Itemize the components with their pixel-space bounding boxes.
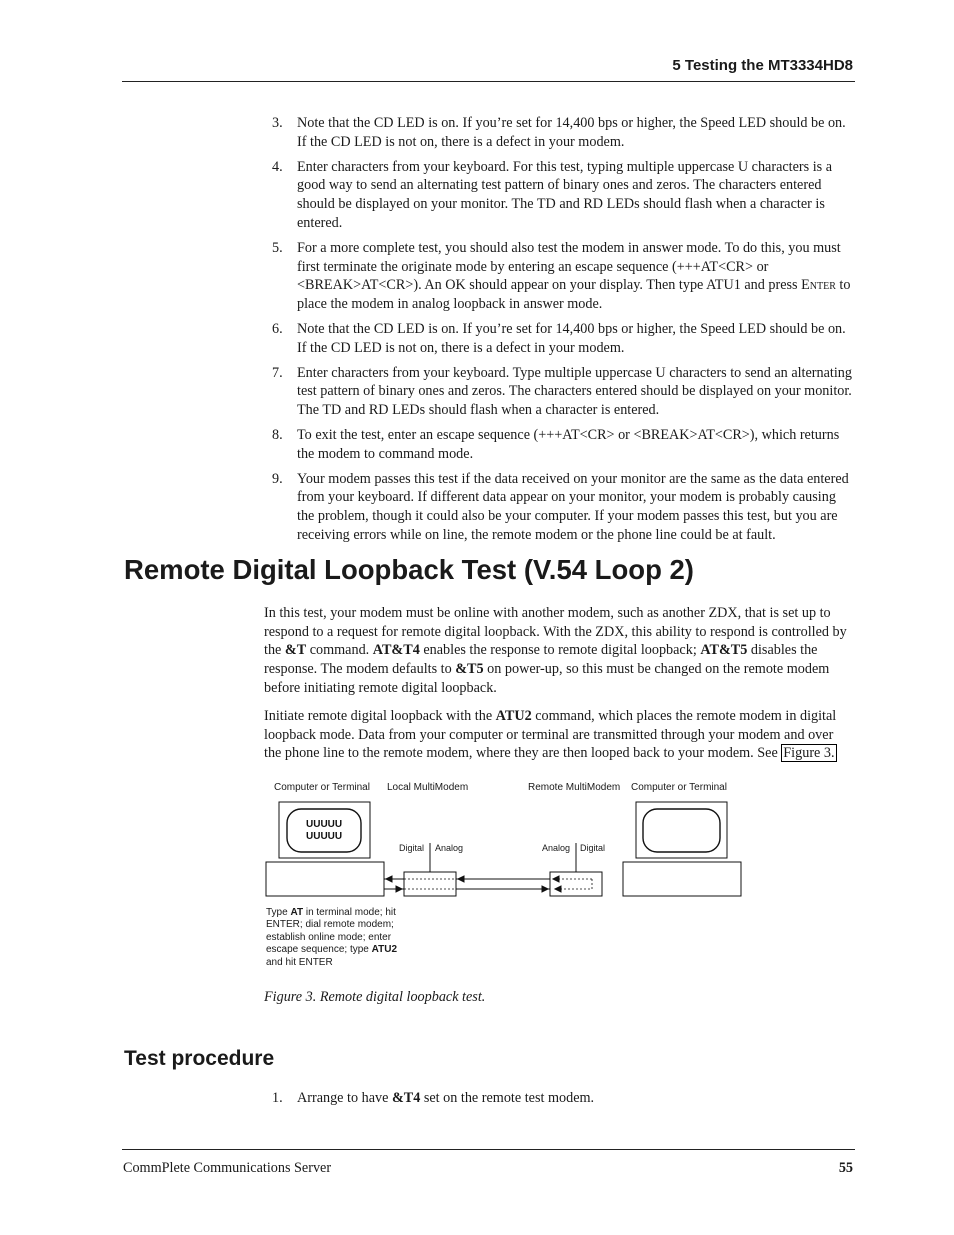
left-computer-icon xyxy=(266,802,384,896)
loopback-diagram xyxy=(258,776,758,976)
steps-list-bottom xyxy=(272,1089,854,1114)
paragraph-text: enables the response to remote digital loopback; xyxy=(419,642,701,659)
steps-list-top xyxy=(272,114,854,551)
local-modem-box xyxy=(404,872,456,896)
step-text: to place the modem in analog loopback in answer mode. xyxy=(297,277,851,312)
header-rule xyxy=(122,81,855,82)
step-text: Arrange to have xyxy=(297,1090,392,1106)
right-computer-icon xyxy=(623,802,741,896)
paragraph-text: Initiate remote digital loopback with the xyxy=(264,708,496,724)
note-line: and hit ENTER xyxy=(266,957,333,968)
command-name: &T5 xyxy=(455,661,484,678)
running-header: 5 Testing the MT3334HD8 xyxy=(672,57,853,74)
list-item xyxy=(272,470,854,545)
initiate-paragraph xyxy=(264,707,854,763)
subsection-title: Test procedure xyxy=(124,1047,275,1070)
list-item xyxy=(272,239,854,314)
screen-text-line: UUUUU xyxy=(306,819,343,830)
label-analog-right: Analog xyxy=(542,843,571,853)
step-number: 3. xyxy=(272,115,283,131)
command-name: &T4 xyxy=(391,1090,421,1106)
paragraph-text: on power-up, so this must be changed on the remote modem before initiating remote digital loopback. xyxy=(264,661,830,696)
link-text: Figure 3 xyxy=(783,745,831,762)
step-number: 4. xyxy=(272,158,283,175)
step-text: For a more complete test, you should also test the modem in answer mode. To do this, you must first terminate the originate mode by entering an escape sequence (+++AT<CR> or <BREAK>AT<CR>). An OK should appear on your display. Then type ATU1 and press xyxy=(297,239,841,294)
intro-paragraph xyxy=(264,604,854,698)
note-line: Type AT in terminal mode; hit xyxy=(266,907,396,918)
step-number: 9. xyxy=(272,470,283,487)
command-name: &T xyxy=(284,642,307,659)
step-text: Note that the CD LED is on. If you’re set for 14,400 bps or higher, the Speed LED should be on. If the CD LED is not on, there is a defect in your modem. xyxy=(297,320,846,356)
label-remote-modem: Remote MultiModem xyxy=(528,782,621,793)
figure-3-link[interactable] xyxy=(781,744,836,762)
step-number: 8. xyxy=(272,427,283,444)
step-text: Enter characters from your keyboard. For this test, typing multiple uppercase U characters is a good way to send an alternating test pattern of binary ones and zeros. The characters entered should be displayed on your monitor. The TD and RD LEDs should flash when a character is entered. xyxy=(297,158,833,231)
list-item xyxy=(272,1089,854,1108)
note-line: establish online mode; enter xyxy=(266,932,392,943)
step-text: Your modem passes this test if the data received on your monitor are the same as the data entered from your keyboard. If different data appear on your monitor, your modem is probably causing the problem, though it could also be your computer. If your modem passes this test, but you are receiving errors while on line, the remote modem or the phone line could be at fault. xyxy=(297,470,849,543)
label-digital-left: Digital xyxy=(399,843,425,853)
list-item xyxy=(272,364,854,420)
label-computer-right: Computer or Terminal xyxy=(631,782,727,793)
step-text: Enter characters from your keyboard. Type multiple uppercase U characters to send an alternating test pattern of binary ones and zeros. The characters entered should be displayed on your monitor. The TD and RD LEDs should flash when a character is entered. xyxy=(297,364,852,419)
step-text: set on the remote test modem. xyxy=(420,1090,595,1106)
footer-title: CommPlete Communications Server xyxy=(123,1160,332,1176)
label-analog-left: Analog xyxy=(435,843,464,853)
paragraph-text: In this test, your modem must be online with another modem, such as another ZDX, that is set up to respond to a request for remote digital loopback. With the ZDX, this ability to respond is controlled by the xyxy=(264,605,847,659)
step-text: To exit the test, enter an escape sequence (+++AT<CR> or <BREAK>AT<CR>), which returns the modem to command mode. xyxy=(297,427,840,462)
list-item xyxy=(272,158,854,233)
list-item xyxy=(272,320,854,357)
command-name: AT&T5 xyxy=(700,642,748,659)
step-text: Note that the CD LED is on. If you’re set for 14,400 bps or higher, the Speed LED should be on. If the CD LED is not on, there is a defect in your modem. xyxy=(297,115,846,150)
page-number: 55 xyxy=(838,1160,853,1176)
step-number: 1. xyxy=(272,1090,283,1106)
section-title: Remote Digital Loopback Test (V.54 Loop 2) xyxy=(124,554,694,585)
note-line: escape sequence; type ATU2 xyxy=(266,944,398,955)
footer-rule xyxy=(122,1149,855,1150)
paragraph-text: disables the response. The modem defaults to xyxy=(264,642,818,678)
screen-text-line: UUUUU xyxy=(306,831,343,842)
note-line: ENTER; dial remote modem; xyxy=(266,919,394,930)
label-computer-left: Computer or Terminal xyxy=(274,782,370,793)
remote-modem-box xyxy=(550,872,602,896)
link-period: . xyxy=(830,745,835,762)
key-name: Enter xyxy=(801,277,836,294)
figure-caption: Figure 3. Remote digital loopback test. xyxy=(264,989,486,1005)
step-number: 6. xyxy=(272,320,283,337)
list-item xyxy=(272,426,854,463)
command-name: ATU2 xyxy=(495,708,532,724)
label-digital-right: Digital xyxy=(580,843,606,853)
paragraph-text: command. xyxy=(306,642,373,659)
command-name: AT&T4 xyxy=(372,642,420,659)
label-local-modem: Local MultiModem xyxy=(387,782,469,793)
step-number: 7. xyxy=(272,364,283,381)
list-item xyxy=(272,114,854,151)
paragraph-text: command, which places the remote modem in digital loopback mode. Data from your computer or terminal are transmitted through your modem and over the phone line to the remote modem, where they are then looped back to your modem. See xyxy=(264,708,837,762)
step-number: 5. xyxy=(272,239,283,256)
